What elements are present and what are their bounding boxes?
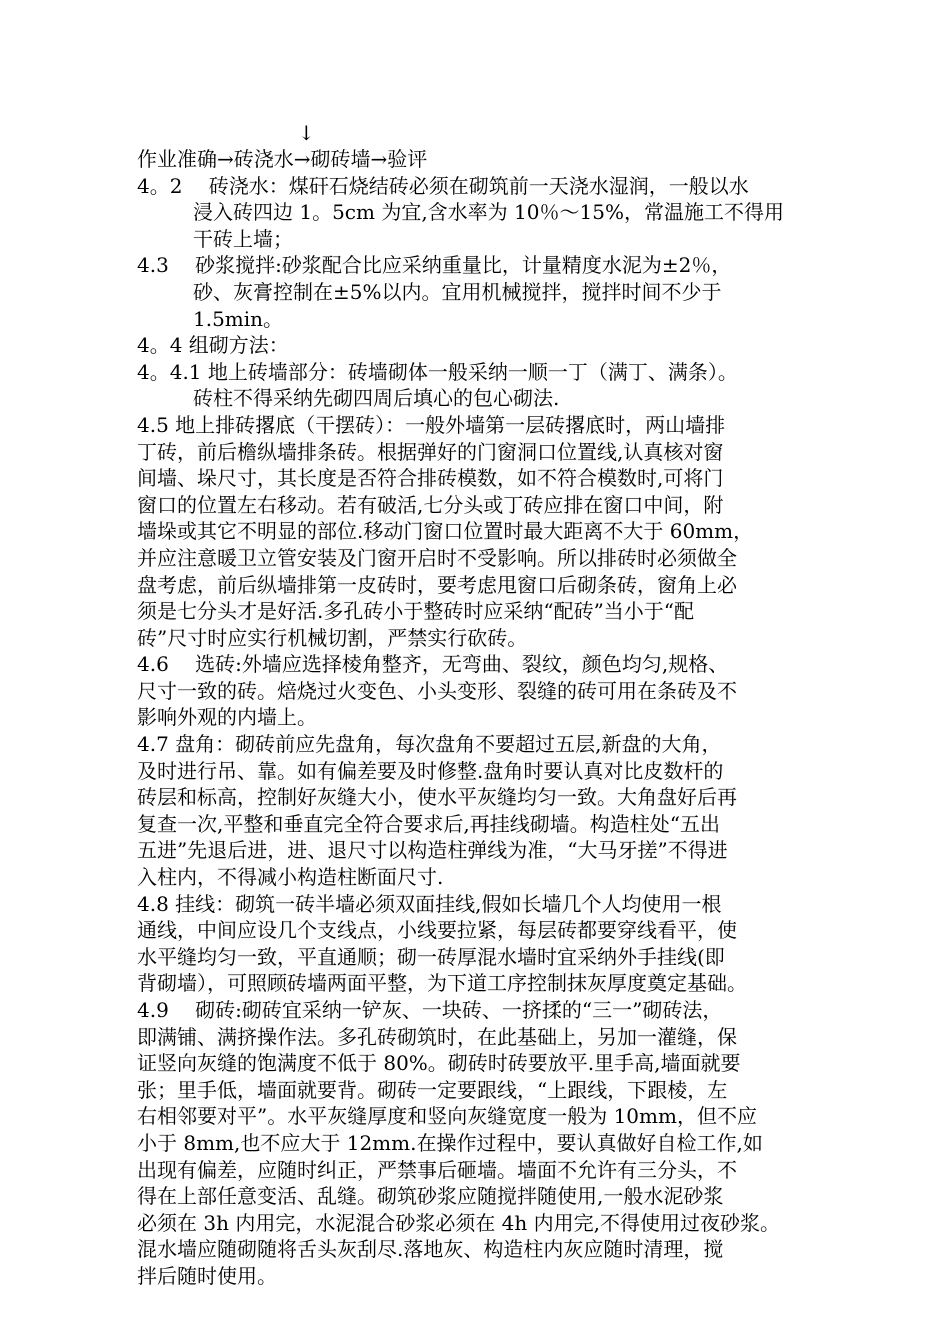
text-line: 混水墙应随砌随将舌头灰刮尽.落地灰、构造柱内灰应随时清理，搅	[137, 1237, 724, 1262]
text-line: 即满铺、满挤操作法。多孔砖砌筑时，在此基础上，另加一灌缝，保	[137, 1024, 737, 1049]
text-line: 张；里手低，墙面就要背。砌砖一定要跟线，“上跟线，下跟棱，左	[137, 1077, 728, 1102]
text-line: 间墙、垛尺寸，其长度是否符合排砖模数，如不符合模数时,可将门	[137, 466, 724, 491]
text-line: 小于 8mm,也不应大于 12mm.在操作过程中，要认真做好自检工作,如	[137, 1130, 763, 1155]
text-line: 浸入砖四边 1。5cm 为宜,含水率为 10％～15%，常温施工不得用	[193, 200, 784, 225]
text-line: 及时进行吊、靠。如有偏差要及时修整.盘角时要认真对比皮数杆的	[137, 758, 724, 783]
text-line: 窗口的位置左右移动。若有破活,七分头或丁砖应排在窗口中间，附	[137, 492, 724, 517]
text-line: 五进”先退后进，进、退尺寸以构造柱弹线为准，“大马牙搓”不得进	[137, 838, 728, 863]
text-line: 出现有偏差，应随时纠正，严禁事后砸墙。墙面不允许有三分头，不	[137, 1157, 737, 1182]
text-line: 背砌墙），可照顾砖墙两面平整，为下道工序控制抹灰厚度奠定基础。	[137, 971, 747, 996]
text-line: 4.3 砂浆搅拌:砂浆配合比应采纳重量比，计量精度水泥为±2％，	[137, 253, 732, 278]
text-line: 并应注意暖卫立管安装及门窗开启时不受影响。所以排砖时必须做全	[137, 545, 737, 570]
text-line: 须是七分头才是好活.多孔砖小于整砖时应采纳“配砖”当小于“配	[137, 599, 695, 624]
text-line: 4.8 挂线：砌筑一砖半墙必须双面挂线,假如长墙几个人均使用一根	[137, 891, 722, 916]
text-line: 1.5min。	[193, 306, 284, 331]
text-line: 复查一次,平整和垂直完全符合要求后,再挂线砌墙。构造柱处“五出	[137, 811, 720, 836]
text-line: 影响外观的内墙上。	[137, 705, 317, 730]
text-line: 入柱内，不得减小构造柱断面尺寸.	[137, 865, 444, 890]
text-line: 得在上部任意变活、乱缝。砌筑砂浆应随搅拌随使用,一般水泥砂浆	[137, 1184, 724, 1209]
text-line: 4.7 盘角：砌砖前应先盘角，每次盘角不要超过五层,新盘的大角，	[137, 732, 722, 757]
text-line: 4。4.1 地上砖墙部分：砖墙砌体一般采纳一顺一丁（满丁、满条）。	[137, 359, 738, 384]
text-line: 必须在 3h 内用完，水泥混合砂浆必须在 4h 内用完,不得使用过夜砂浆。	[137, 1210, 780, 1235]
down-arrow-icon: ↓	[298, 121, 315, 145]
text-line: 4.6 选砖:外墙应选择棱角整齐，无弯曲、裂纹，颜色均匀,规格、	[137, 652, 729, 677]
text-line: 通线，中间应设几个支线点，小线要拉紧，每层砖都要穿线看平，使	[137, 918, 737, 943]
text-line: 盘考虑，前后纵墙排第一皮砖时，要考虑甩窗口后砌条砖，窗角上必	[137, 572, 737, 597]
text-line: 丁砖，前后檐纵墙排条砖。根据弹好的门窗洞口位置线,认真核对窗	[137, 439, 724, 464]
text-line: 砖层和标高，控制好灰缝大小，使水平灰缝均匀一致。大角盘好后再	[137, 785, 737, 810]
text-line: 干砖上墙；	[193, 226, 293, 251]
text-line: 拌后随时使用。	[137, 1263, 277, 1288]
text-line: 砂、灰膏控制在±5%以内。宜用机械搅拌，搅拌时间不少于	[193, 279, 722, 304]
text-line: 墙垛或其它不明显的部位.移动门窗口位置时最大距离不大于 60mm，	[137, 519, 754, 544]
text-line: 4。2 砖浇水：煤矸石烧结砖必须在砌筑前一天浇水湿润，一般以水	[137, 173, 749, 198]
text-line: 4。4 组砌方法：	[137, 333, 289, 358]
text-line: 4.5 地上排砖撂底（干摆砖）：一般外墙第一层砖撂底时，两山墙排	[137, 412, 726, 437]
text-line: 砖柱不得采纳先砌四周后填心的包心砌法.	[193, 386, 560, 411]
text-line: 作业准确→砖浇水→砌砖墙→验评	[137, 147, 428, 171]
text-line: 证竖向灰缝的饱满度不低于 80%。砌砖时砖要放平.里手高,墙面就要	[137, 1051, 741, 1076]
text-line: 4.9 砌砖:砌砖宜采纳一铲灰、一块砖、一挤揉的“三一”砌砖法，	[137, 998, 723, 1022]
text-line: 砖”尺寸时应实行机械切割，严禁实行砍砖。	[137, 625, 528, 650]
text-line: 水平缝均匀一致，平直通顺；砌一砖厚混水墙时宜采纳外手挂线(即	[137, 944, 725, 969]
text-line: 右相邻要对平”。水平灰缝厚度和竖向灰缝宽度一般为 10mm，但不应	[137, 1104, 757, 1129]
document-body	[137, 146, 827, 1290]
text-line: 尺寸一致的砖。焙烧过火变色、小头变形、裂缝的砖可用在条砖及不	[137, 678, 737, 703]
